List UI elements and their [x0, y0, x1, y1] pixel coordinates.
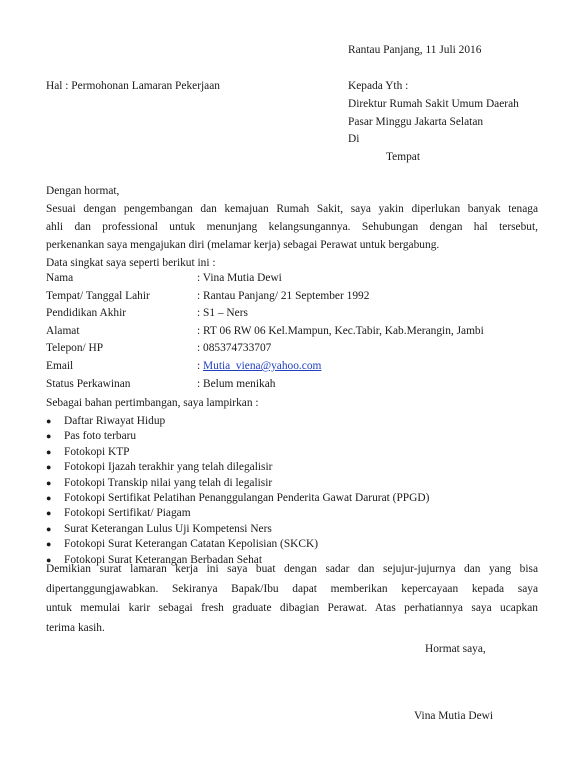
- list-item: [46, 476, 429, 491]
- bullet-icon: ●: [46, 431, 52, 442]
- list-item-text: Fotokopi Transkip nilai yang telah di legalisir: [64, 476, 273, 489]
- data-row-education: [46, 305, 546, 323]
- list-item: [46, 414, 429, 429]
- list-item-text: Fotokopi Sertifikat/ Piagam: [64, 507, 191, 520]
- list-item: [46, 491, 429, 506]
- bullet-icon: ●: [46, 492, 52, 503]
- data-row-birth: [46, 288, 546, 306]
- recipient-line: Direktur Rumah Sakit Umum Daerah: [348, 98, 519, 110]
- paragraph-line: ahli dan professional untuk menunjang kelangsungannya. Sehubungan dengan hal tersebut,: [46, 221, 538, 233]
- paragraph-line: terima kasih.: [46, 621, 105, 634]
- list-item: [46, 506, 429, 521]
- bullet-icon: ●: [46, 446, 52, 457]
- bullet-icon: ●: [46, 554, 52, 565]
- data-label: Nama: [46, 272, 74, 284]
- bullet-icon: ●: [46, 539, 52, 550]
- data-value: [197, 358, 321, 376]
- data-row-marital-status: [46, 376, 546, 394]
- data-value: : RT 06 RW 06 Kel.Mampun, Kec.Tabir, Kab.Merangin, Jambi: [197, 324, 484, 337]
- recipient-line: Pasar Minggu Jakarta Selatan: [348, 116, 484, 128]
- paragraph-line: untuk memulai karir sebagai fresh graduate dibagian Perawat. Atas perhatiannya saya ucapkan: [46, 602, 538, 614]
- list-item-text: Fotokopi Ijazah terakhir yang telah dilegalisir: [64, 461, 273, 474]
- data-intro: Data singkat saya seperti berikut ini :: [46, 257, 216, 269]
- email-link[interactable]: Mutia_viena@yahoo.com: [203, 359, 322, 372]
- place-date: Rantau Panjang, 11 Juli 2016: [348, 44, 482, 56]
- list-item: [46, 445, 429, 460]
- paragraph-line: Demikian surat lamaran kerja ini saya buat dengan sadar dan sejujur-jujurnya dan yang bisa: [46, 563, 538, 575]
- attachments-list: [46, 414, 429, 568]
- data-value: : 085374733707: [197, 342, 272, 355]
- bullet-icon: ●: [46, 508, 52, 519]
- list-item-text: Fotokopi Sertifikat Pelatihan Penanggulangan Penderita Gawat Darurat (PPGD): [64, 491, 430, 504]
- paragraph-line: Sesuai dengan pengembangan dan kemajuan Rumah Sakit, saya yakin diperlukan banyak tenaga: [46, 203, 538, 215]
- personal-data-list: [46, 270, 546, 393]
- list-item: [46, 460, 429, 475]
- data-label: Status Perkawinan: [46, 377, 131, 390]
- letter-subject: Hal : Permohonan Lamaran Pekerjaan: [46, 80, 220, 92]
- closing-salutation: Hormat saya,: [425, 643, 486, 655]
- data-row-address: [46, 323, 546, 341]
- data-label: Telepon/ HP: [46, 342, 104, 355]
- paragraph-line: perkenankan saya mengajukan diri (melamar kerja) sebagai Perawat untuk bergabung.: [46, 239, 440, 251]
- recipient-line: Tempat: [386, 151, 420, 163]
- data-value: : Rantau Panjang/ 21 September 1992: [197, 289, 370, 302]
- list-item-text: Fotokopi Surat Keterangan Catatan Kepolisian (SKCK): [64, 538, 319, 551]
- attachments-intro: Sebagai bahan pertimbangan, saya lampirkan :: [46, 397, 259, 409]
- list-item-text: Fotokopi KTP: [64, 445, 130, 458]
- opening-paragraph: [46, 200, 538, 254]
- recipient-line: Kepada Yth :: [348, 80, 409, 92]
- closing-paragraph: [46, 560, 538, 638]
- data-row-nama: [46, 270, 546, 288]
- data-row-phone: [46, 340, 546, 358]
- data-row-email: [46, 358, 546, 376]
- list-item: [46, 537, 429, 552]
- data-label: Tempat/ Tanggal Lahir: [46, 289, 150, 302]
- data-value: : S1 – Ners: [197, 307, 248, 320]
- bullet-icon: ●: [46, 523, 52, 534]
- data-label: Alamat: [46, 324, 80, 337]
- bullet-icon: ●: [46, 462, 52, 473]
- bullet-icon: ●: [46, 416, 52, 426]
- data-label: Pendidikan Akhir: [46, 307, 127, 320]
- list-item-text: Daftar Riwayat Hidup: [64, 415, 166, 427]
- paragraph-line: dipertanggungjawabkan. Sekiranya Bapak/Ibu dapat memberikan kepercayaan kepada saya: [46, 582, 538, 595]
- bullet-icon: ●: [46, 477, 52, 488]
- data-value: : Belum menikah: [197, 377, 276, 390]
- list-item: [46, 522, 429, 537]
- list-item-text: Fotokopi Surat Keterangan Berbadan Sehat: [64, 553, 263, 566]
- greeting: Dengan hormat,: [46, 185, 120, 197]
- list-item: [46, 429, 429, 444]
- email-prefix: :: [197, 359, 204, 372]
- data-label: Email: [46, 359, 74, 372]
- data-value: : Vina Mutia Dewi: [197, 272, 282, 284]
- signature-name: Vina Mutia Dewi: [414, 710, 494, 722]
- recipient-line: Di: [348, 133, 360, 145]
- list-item-text: Surat Keterangan Lulus Uji Kompetensi Ners: [64, 522, 272, 535]
- list-item-text: Pas foto terbaru: [64, 430, 137, 443]
